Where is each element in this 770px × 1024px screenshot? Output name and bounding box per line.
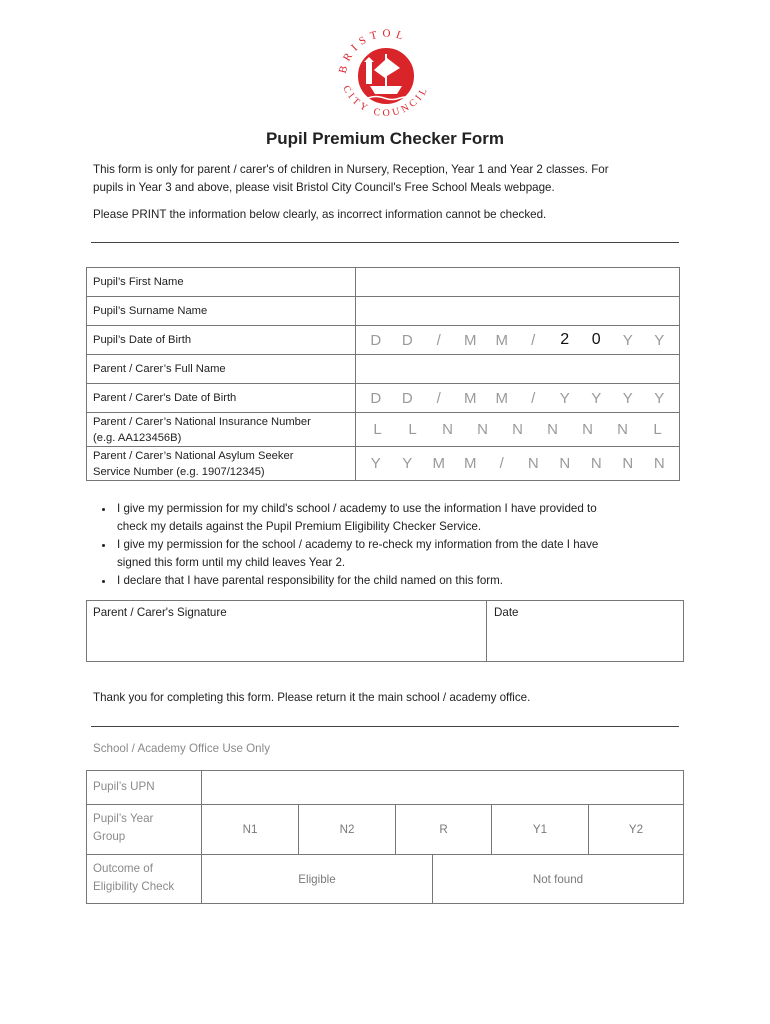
year-group-label-line-2: Group (93, 830, 126, 843)
nass-field[interactable] (356, 447, 680, 481)
ni-label-line-2: (e.g. AA123456B) (93, 431, 182, 444)
char-cell: Y (654, 389, 665, 407)
permission-2-line-2: signed this form until my child leaves Year 2. (117, 556, 346, 569)
list-item (115, 500, 683, 536)
char-cell: / (499, 455, 504, 472)
dob-field[interactable] (356, 326, 680, 355)
carer-name-label: Parent / Carer’s Full Name (87, 355, 356, 384)
char-cell: N (559, 455, 571, 472)
office-use-title: School / Academy Office Use Only (93, 742, 270, 755)
char-cell: / (531, 389, 536, 407)
char-cell: Y (622, 331, 633, 349)
char-cell: N (622, 455, 634, 472)
table-row (87, 355, 680, 384)
char-cell: N (442, 421, 453, 438)
char-cell: / (531, 331, 536, 349)
outcome-label (87, 854, 202, 904)
char-cell: Y (559, 389, 570, 407)
char-cell: D (370, 331, 382, 349)
char-cell: M (464, 331, 477, 349)
char-cell: L (408, 421, 417, 438)
char-cell: Y (402, 455, 413, 472)
year-option-y2[interactable]: Y2 (628, 822, 644, 836)
char-cell: N (617, 421, 628, 438)
signature-label: Parent / Carer's Signature (93, 606, 227, 619)
date-label: Date (494, 606, 519, 619)
carer-dob-field[interactable] (356, 384, 680, 413)
char-cell: N (512, 421, 523, 438)
char-cell: Y (591, 389, 602, 407)
char-cell: N (547, 421, 558, 438)
list-item (115, 536, 683, 572)
first-name-field[interactable] (356, 268, 680, 297)
year-group-label-line-1: Pupil’s Year (93, 812, 154, 825)
char-cell: Y (622, 389, 633, 407)
char-cell: M (464, 455, 477, 472)
char-cell: N (653, 455, 665, 472)
char-cell: N (590, 455, 602, 472)
signature-box (86, 600, 684, 662)
carer-dob-label: Parent / Carer's Date of Birth (87, 384, 356, 413)
char-cell: N (527, 455, 539, 472)
table-row (87, 771, 683, 805)
ni-label (87, 413, 356, 447)
char-cell: D (401, 331, 413, 349)
char-cell: D (401, 389, 413, 407)
list-item (115, 572, 683, 590)
year-option-y1[interactable]: Y1 (492, 804, 589, 854)
char-cell: L (653, 421, 662, 438)
permission-2-line-1: • I give my permission for the school / academy to re-check my information from the date I have (117, 538, 599, 551)
print-note: Please PRINT the information below clearly, as incorrect information cannot be checked. (93, 208, 547, 221)
char-cell: 0 (591, 331, 601, 348)
char-cell: D (370, 389, 382, 407)
permission-1-line-1: • I give my permission for my child's school / academy to use the information I have provided to (117, 502, 597, 515)
ni-cells (360, 413, 675, 446)
char-cell: / (436, 331, 441, 349)
office-use-table (86, 770, 684, 904)
year-option-n1[interactable]: N1 (202, 804, 299, 854)
table-row (87, 268, 680, 297)
char-cell: M (495, 389, 508, 407)
char-cell: Y (654, 331, 665, 349)
year-option-n2[interactable]: N2 (299, 804, 396, 854)
nass-cells (360, 447, 675, 480)
ni-label-line-1: Parent / Carer’s National Insurance Number (93, 415, 311, 428)
intro-paragraph (93, 161, 693, 197)
table-row (87, 854, 683, 904)
permissions-list (93, 500, 683, 590)
year-option-r[interactable]: R (396, 804, 492, 854)
char-cell: M (432, 455, 445, 472)
outcome-label-line-2: Eligibility Check (93, 880, 175, 893)
permission-3: • I declare that I have parental responsibility for the child named on this form. (117, 574, 504, 587)
char-cell: Y (370, 455, 381, 472)
dob-cells (360, 326, 675, 354)
upn-label: Pupil’s UPN (87, 771, 202, 804)
first-name-label: Pupil’s First Name (87, 268, 356, 297)
char-cell: N (477, 421, 488, 438)
signature-field[interactable] (87, 601, 487, 661)
carer-name-field[interactable] (356, 355, 680, 384)
dob-label: Pupil’s Date of Birth (87, 326, 356, 355)
intro-line-1: This form is only for parent / carer's of children in Nursery, Reception, Year 1 and Year 2 classes. For (93, 163, 609, 176)
logo-bottom-text: CITY COUNCIL (340, 83, 432, 120)
logo-emblem-icon (330, 24, 440, 130)
char-cell: L (373, 421, 382, 438)
nass-label-line-2: Service Number (e.g. 1907/12345) (93, 465, 265, 478)
bristol-city-council-logo (330, 24, 440, 130)
divider (91, 726, 679, 727)
char-cell: 2 (560, 331, 570, 348)
date-field[interactable] (487, 601, 683, 671)
year-group-label (87, 804, 202, 854)
nass-label (87, 447, 356, 481)
table-row (87, 326, 680, 355)
table-row (87, 384, 680, 413)
table-row (87, 413, 680, 447)
char-cell: N (582, 421, 593, 438)
char-cell: / (436, 389, 441, 407)
ni-field[interactable] (356, 413, 680, 447)
outcome-option-eligible[interactable]: Eligible (202, 854, 433, 904)
pupil-details-table (86, 267, 680, 481)
logo-top-text: BRISTOL (336, 27, 410, 75)
page-title: Pupil Premium Checker Form (265, 129, 505, 148)
divider (91, 242, 679, 243)
thank-you-note: Thank you for completing this form. Please return it the main school / academy office. (93, 691, 531, 704)
table-row (87, 447, 680, 481)
carer-dob-cells (360, 384, 675, 412)
nass-label-line-1: Parent / Carer’s National Asylum Seeker (93, 449, 294, 462)
upn-field[interactable] (202, 771, 683, 804)
permission-1-line-2: check my details against the Pupil Premium Eligibility Checker Service. (117, 520, 482, 533)
surname-label: Pupil’s Surname Name (87, 297, 356, 326)
char-cell: M (495, 331, 508, 349)
table-row (87, 804, 683, 855)
intro-line-2: pupils in Year 3 and above, please visit Bristol City Council's Free School Meals webpage. (93, 181, 555, 194)
surname-field[interactable] (356, 297, 680, 326)
outcome-label-line-1: Outcome of (93, 862, 153, 875)
char-cell: M (464, 389, 477, 407)
outcome-option-not-found[interactable]: Not found (532, 872, 584, 886)
table-row (87, 297, 680, 326)
